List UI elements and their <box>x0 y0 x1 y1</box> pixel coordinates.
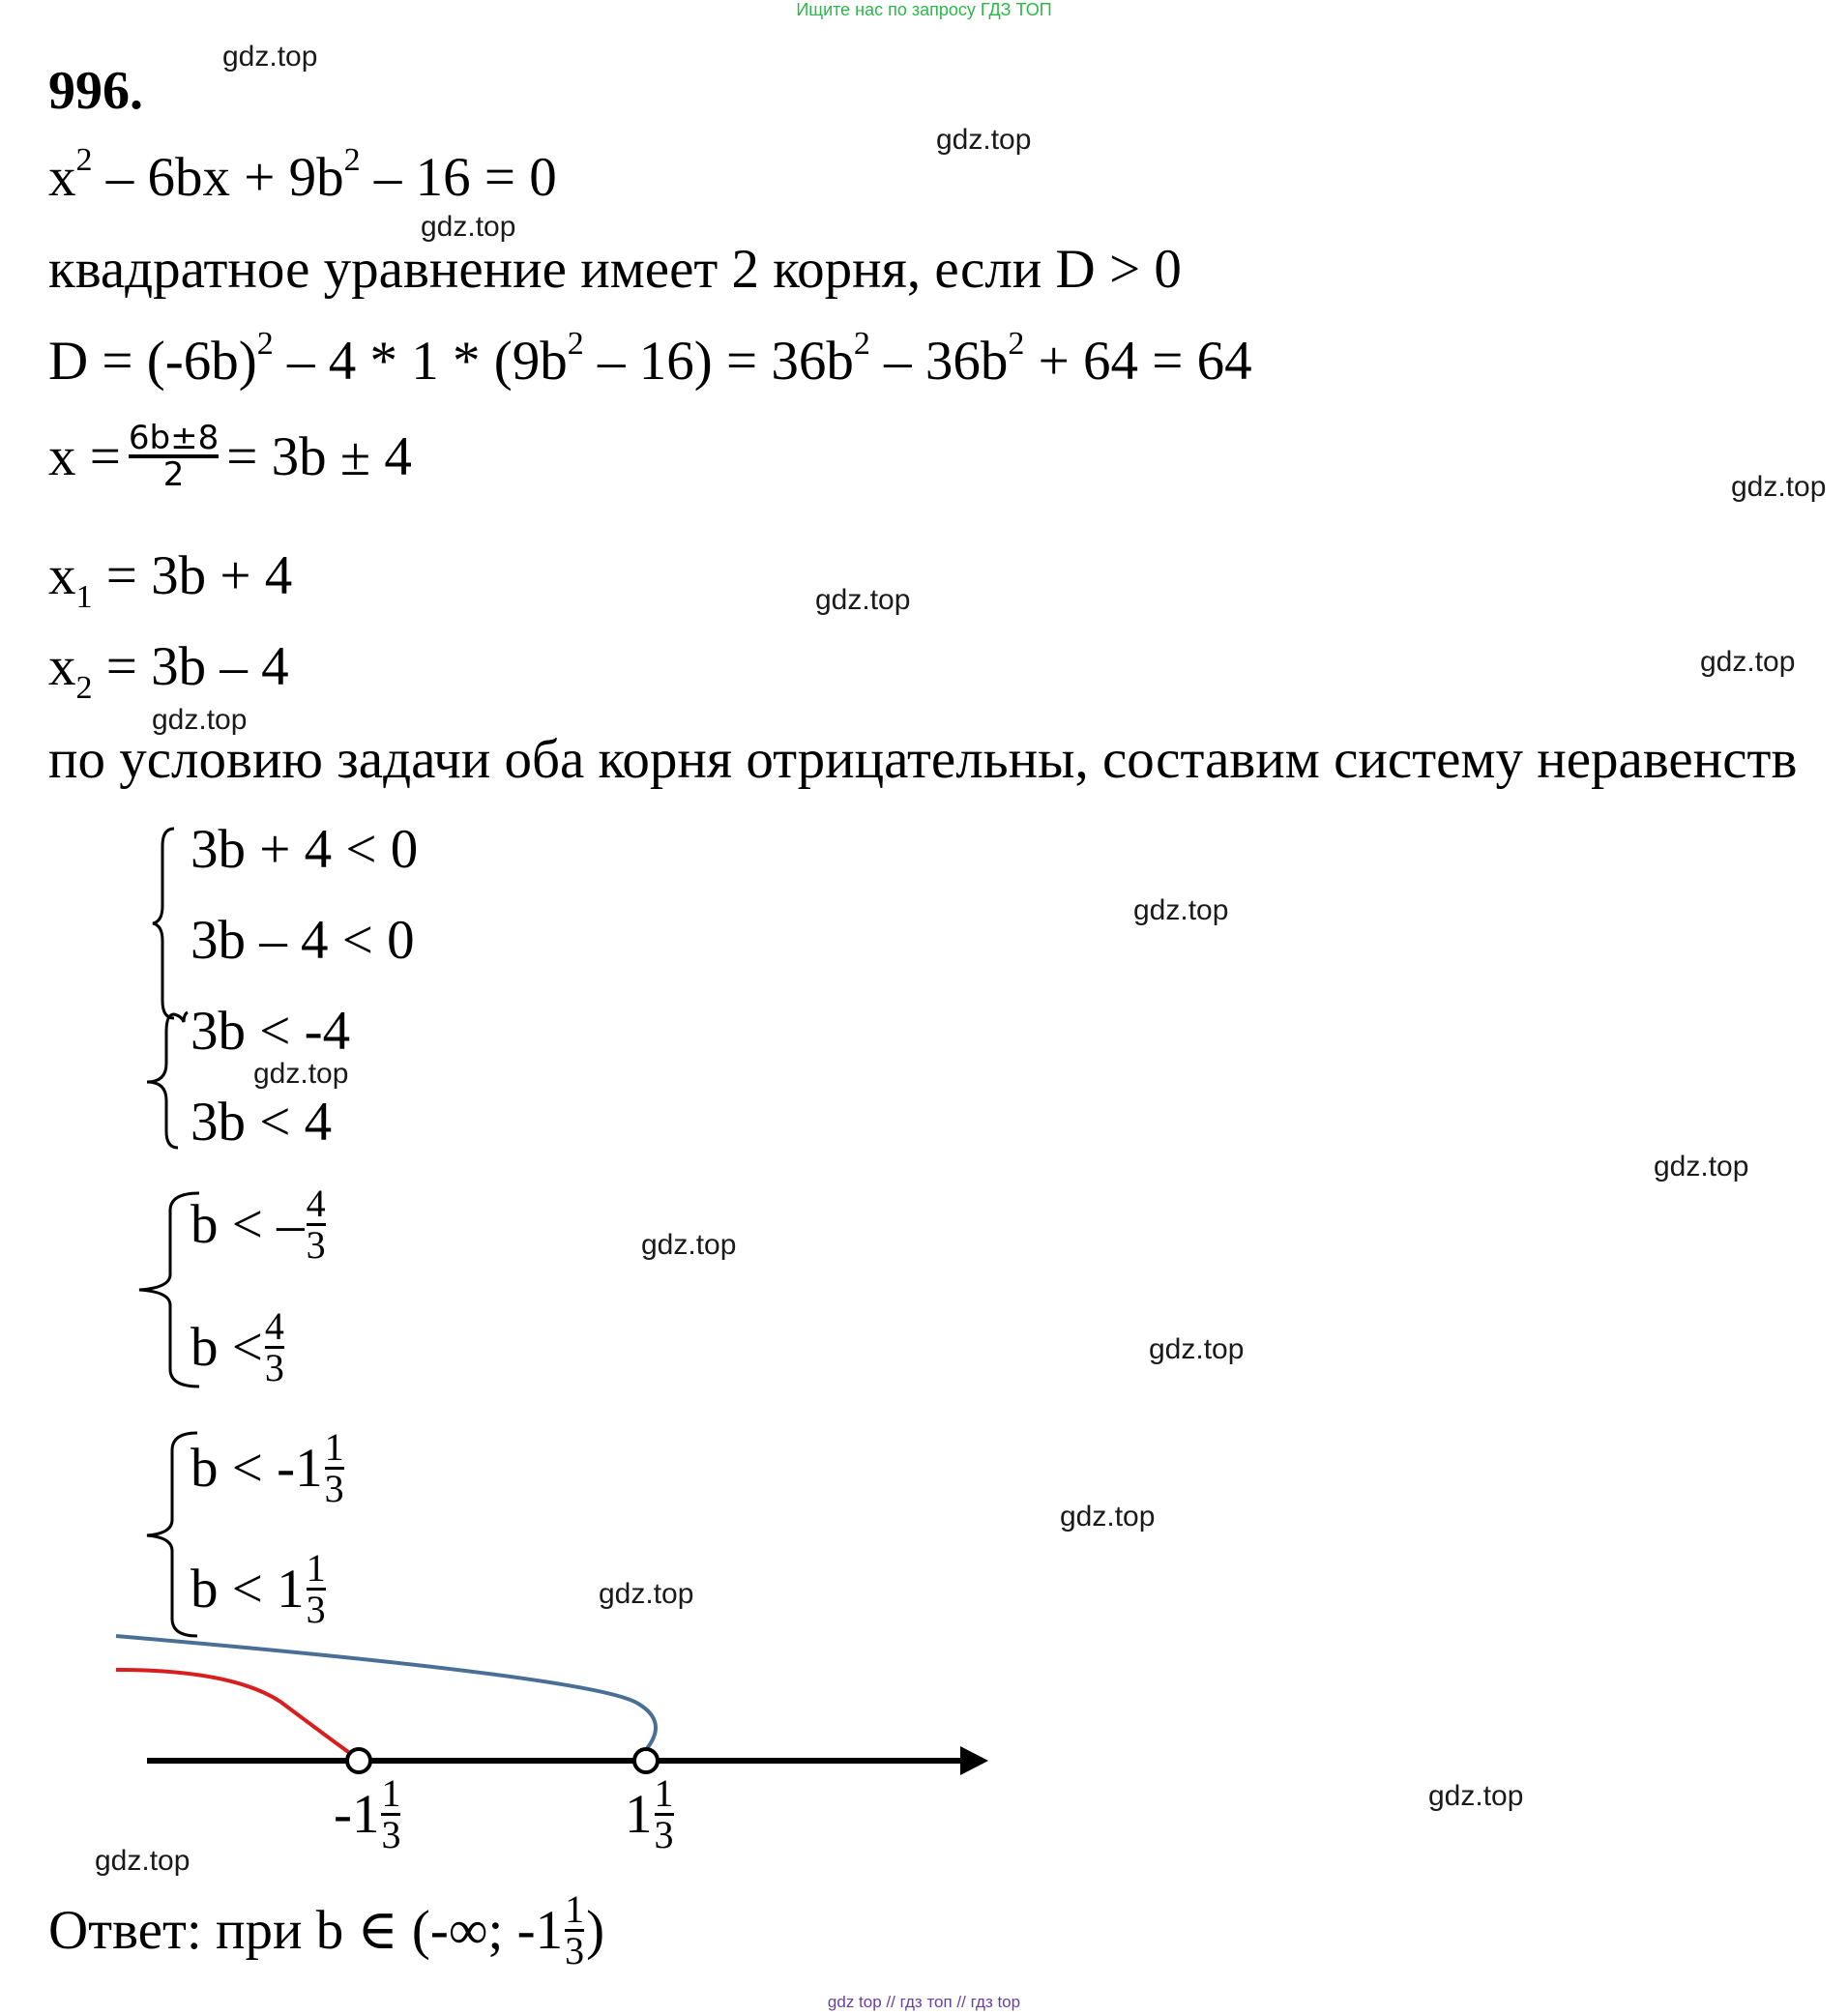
watermark: gdz.top <box>222 41 318 73</box>
system3-line2: b < $\frac{4}{3}$ <box>191 1304 284 1389</box>
system1-line1: 3b + 4 < 0 <box>191 819 419 880</box>
top-banner: Ищите нас по запросу ГДЗ ТОП <box>796 0 1052 19</box>
watermark: gdz.top <box>152 704 248 736</box>
axis-arrow <box>960 1746 988 1775</box>
watermark: gdz.top <box>936 124 1032 156</box>
watermark: gdz.top <box>1428 1780 1524 1812</box>
answer-fraction: $\frac{1}{3}$ <box>565 1887 585 1972</box>
watermark: gdz.top <box>253 1058 349 1090</box>
system4-frac1: $\frac{1}{3}$ <box>324 1425 344 1510</box>
system4-line1: b < -1 $\frac{1}{3}$ <box>191 1425 344 1510</box>
system4-frac2: $\frac{1}{3}$ <box>306 1546 326 1631</box>
watermark: gdz.top <box>1731 471 1827 503</box>
watermark: gdz.top <box>815 584 911 616</box>
task-number: 996. <box>48 61 143 121</box>
system2-line2: 3b < 4 <box>191 1092 333 1153</box>
system3-frac1: $\frac{4}{3}$ <box>306 1182 326 1267</box>
negative-text: по условию задачи оба корня отрицательны, составим систему неравенств <box>48 729 1798 790</box>
equation: $x^2 - 6bx + 9b^2 - 16 = 0$ <box>48 142 557 208</box>
roots-fraction: $\frac{6b\pm 8}{2}$ <box>128 419 220 494</box>
watermark: gdz.top <box>95 1845 191 1877</box>
watermark: gdz.top <box>641 1229 737 1261</box>
system4-line2: b < 1 $\frac{1}{3}$ <box>191 1546 326 1631</box>
condition-text: квадратное уравнение имеет 2 корня, если D > 0 <box>48 239 1182 300</box>
system3-frac2: $\frac{4}{3}$ <box>264 1304 284 1389</box>
right-point-label: 1 $\frac{1}{3}$ <box>625 1771 674 1856</box>
roots-formula: x = $\frac{6b\pm 8}{2}$ = 3b ± 4 <box>48 419 412 494</box>
left-point-label: -1 $\frac{1}{3}$ <box>334 1771 401 1856</box>
discriminant: $D = (-6b)^2 - 4 * 1 * (9b^2 - 16) = 36b^2 - 36b^2 + 64 = 64$ <box>48 326 1252 392</box>
system2-line1: 3b < -4 <box>191 1001 351 1062</box>
bottom-banner: gdz top // гдз топ // гдз top <box>827 1993 1021 2011</box>
watermark: gdz.top <box>1149 1333 1245 1365</box>
watermark: gdz.top <box>1700 646 1796 678</box>
system1-line2: 3b – 4 < 0 <box>191 910 415 971</box>
watermark: gdz.top <box>1133 894 1229 926</box>
left-point-marker <box>347 1749 370 1772</box>
watermark: gdz.top <box>599 1578 694 1610</box>
root-x1: $x_1 = 3b + 4$ <box>48 545 293 615</box>
answer: Ответ: при b ∈ (-∞; -1 $\frac{1}{3}$ ) <box>48 1887 605 1972</box>
right-point-marker <box>634 1749 658 1772</box>
left-region-curve <box>116 1670 359 1760</box>
watermark: gdz.top <box>421 211 516 243</box>
watermark: gdz.top <box>1060 1501 1156 1533</box>
right-region-curve <box>116 1636 656 1752</box>
watermark: gdz.top <box>1654 1151 1749 1183</box>
root-x2: $x_2 = 3b - 4$ <box>48 636 289 706</box>
system3-line1: b < – $\frac{4}{3}$ <box>191 1182 326 1267</box>
